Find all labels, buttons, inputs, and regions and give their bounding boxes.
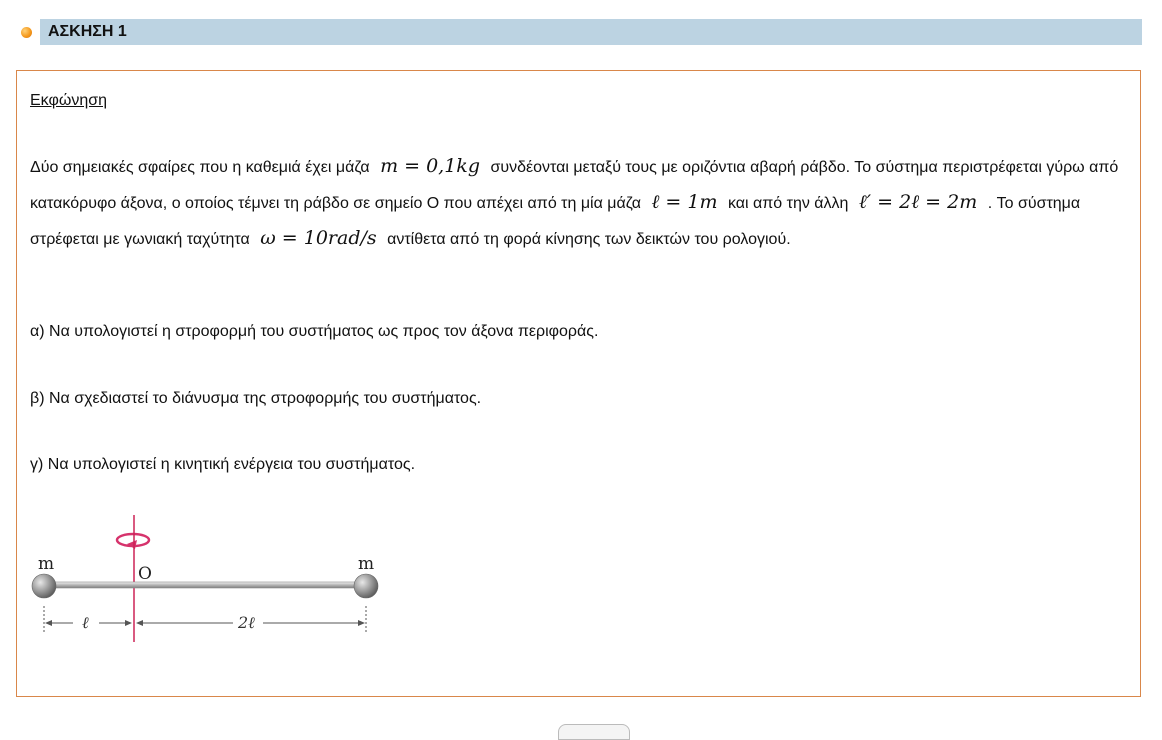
statement-text: συνδέονται μεταξύ τους με οριζόντια αβαρή ράβδο. Το σύστημα περιστρέφεται γύρω από κατακόρυφο άξονα, ο οποίος τέμνει τη ράβδο σε σημείο Ο που απέχει από τη μία μάζα [30, 159, 1119, 212]
distance-formula: ℓ = 1m [651, 191, 718, 213]
rod [49, 582, 359, 588]
omega-formula: ω = 10rad/s [260, 227, 377, 249]
bullet-icon [21, 27, 32, 38]
dimension-lines [44, 606, 366, 634]
statement-label: Εκφώνηση [30, 92, 108, 109]
exercise-title: ΑΣΚΗΣΗ 1 [40, 19, 1142, 45]
statement-text: Δύο σημειακές σφαίρες που η καθεμιά έχει μάζα [30, 159, 370, 176]
distance-right-label: 2ℓ [238, 613, 255, 632]
exercise-header [18, 19, 1142, 45]
statement-text: αντίθετα από τη φορά κίνησης των δεικτών του ρολογιού. [387, 231, 791, 248]
exercise-panel [16, 70, 1141, 697]
question-a: α) Να υπολογιστεί η στροφορμή του συστήματος ως προς τον άξονα περιφοράς. [30, 323, 599, 340]
question-c: γ) Να υπολογιστεί η κινητική ενέργεια του συστήματος. [30, 456, 416, 473]
mass-right [354, 574, 378, 598]
pivot-label: O [138, 564, 152, 584]
statement-text: . Το σύστημα στρέφεται με γωνιακή ταχύτητα [30, 195, 1081, 248]
rotation-arrow-icon [117, 534, 149, 549]
distance-left-label: ℓ [82, 613, 89, 632]
mass-left-label: m [38, 554, 55, 574]
question-b: β) Να σχεδιαστεί το διάνυσμα της στροφορμής του συστήματος. [30, 390, 482, 407]
distance2-formula: ℓ′ = 2ℓ = 2m [858, 191, 978, 213]
rod-diagram [25, 511, 385, 651]
problem-statement [30, 149, 1130, 257]
partial-button[interactable] [558, 724, 630, 740]
mass-right-label: m [358, 554, 375, 574]
statement-text: και από την άλλη [727, 195, 849, 212]
mass-formula: m = 0,1kg [380, 155, 480, 177]
mass-left [32, 574, 56, 598]
